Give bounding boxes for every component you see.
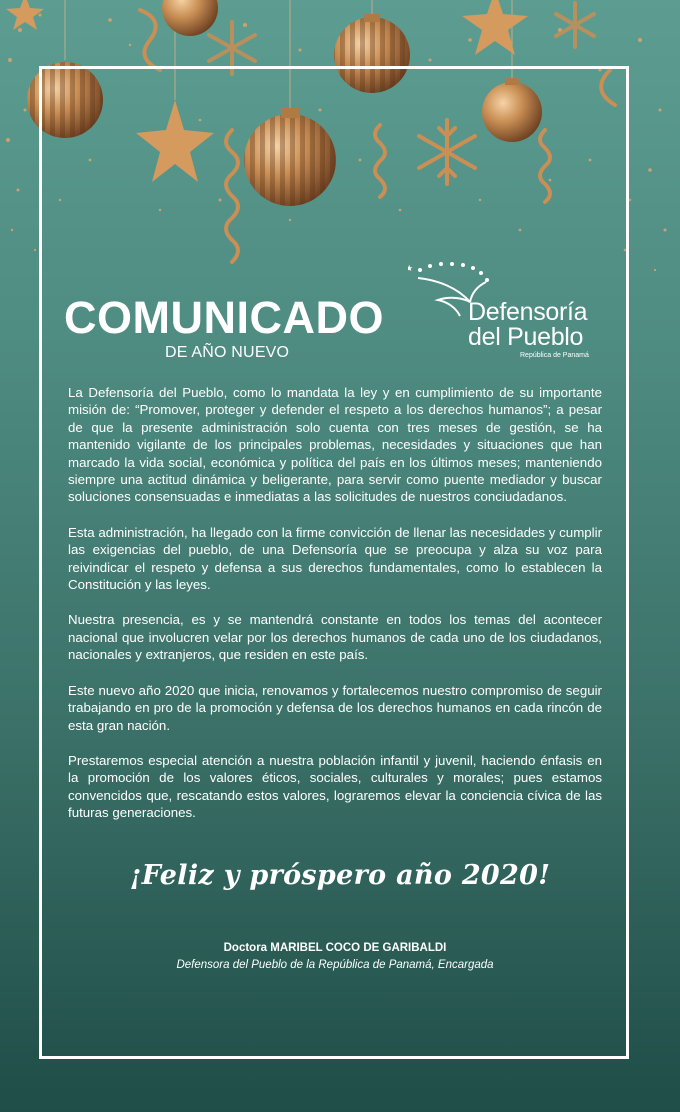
- page-title: COMUNICADO: [64, 292, 384, 343]
- signer-name: Doctora MARIBEL COCO DE GARIBALDI: [223, 942, 447, 954]
- signer-role: Defensora del Pueblo de la República de Panamá, Encargada: [176, 959, 494, 971]
- body-paragraph: Prestaremos especial atención a nuestra población infantil y juvenil, haciendo énfasis en la promoción de los valores éticos, sociales, culturales y morales; pues estamos convencidos que, rescatando estos valores, lograremos elevar la conciencia cívica de las futuras generaciones.: [68, 752, 602, 821]
- page-subtitle: DE AÑO NUEVO: [165, 344, 290, 361]
- logo-name: [468, 300, 587, 350]
- body-paragraph: Este nuevo año 2020 que inicia, renovamos y fortalecemos nuestro compromiso de seguir trabajando en pro de la promoción y defensa de los derechos humanos en cada rincón de esta gran nación.: [68, 682, 602, 733]
- logo-name-line1: Defensoría: [468, 298, 588, 326]
- new-year-greeting: ¡Feliz y próspero año 2020!: [129, 860, 551, 891]
- body-paragraph: Esta administración, ha llegado con la firme convicción de llenar las necesidades y cumplir las exigencias del pueblo, de una Defensoría que se preocupa y alza su voz para reivindicar el respeto y defensa a sus derechos fundamentales, como lo establecen la Constitución y las leyes.: [68, 524, 602, 593]
- logo-name-line2: del Pueblo: [468, 323, 584, 351]
- communique-body: [68, 384, 602, 840]
- body-paragraph: Nuestra presencia, es y se mantendrá constante en todos los temas del acontecer nacional que involucren velar por los derechos humanos de cada uno de los ciudadanos, nacionales y extranjeros, que residen en este país.: [68, 612, 602, 663]
- body-paragraph: La Defensoría del Pueblo, como lo mandata la ley y en cumplimiento de su importante misión de: “Promover, proteger y defender el respeto a los derechos humanos”; a pesar de que la presente administración solo cuenta con tres meses de gestión, se ha mantenido vigilante de los principales problemas, necesidades y situaciones que han marcado la vida social, económica y política del país en los últimos meses; manteniendo siempre una actitud dinámica y beligerante, para servir como puente mediador y buscar soluciones consensuadas e inmediatas a las solicitudes de nuestros conciudadanos.: [68, 385, 602, 505]
- logo-country: República de Panamá: [520, 352, 589, 359]
